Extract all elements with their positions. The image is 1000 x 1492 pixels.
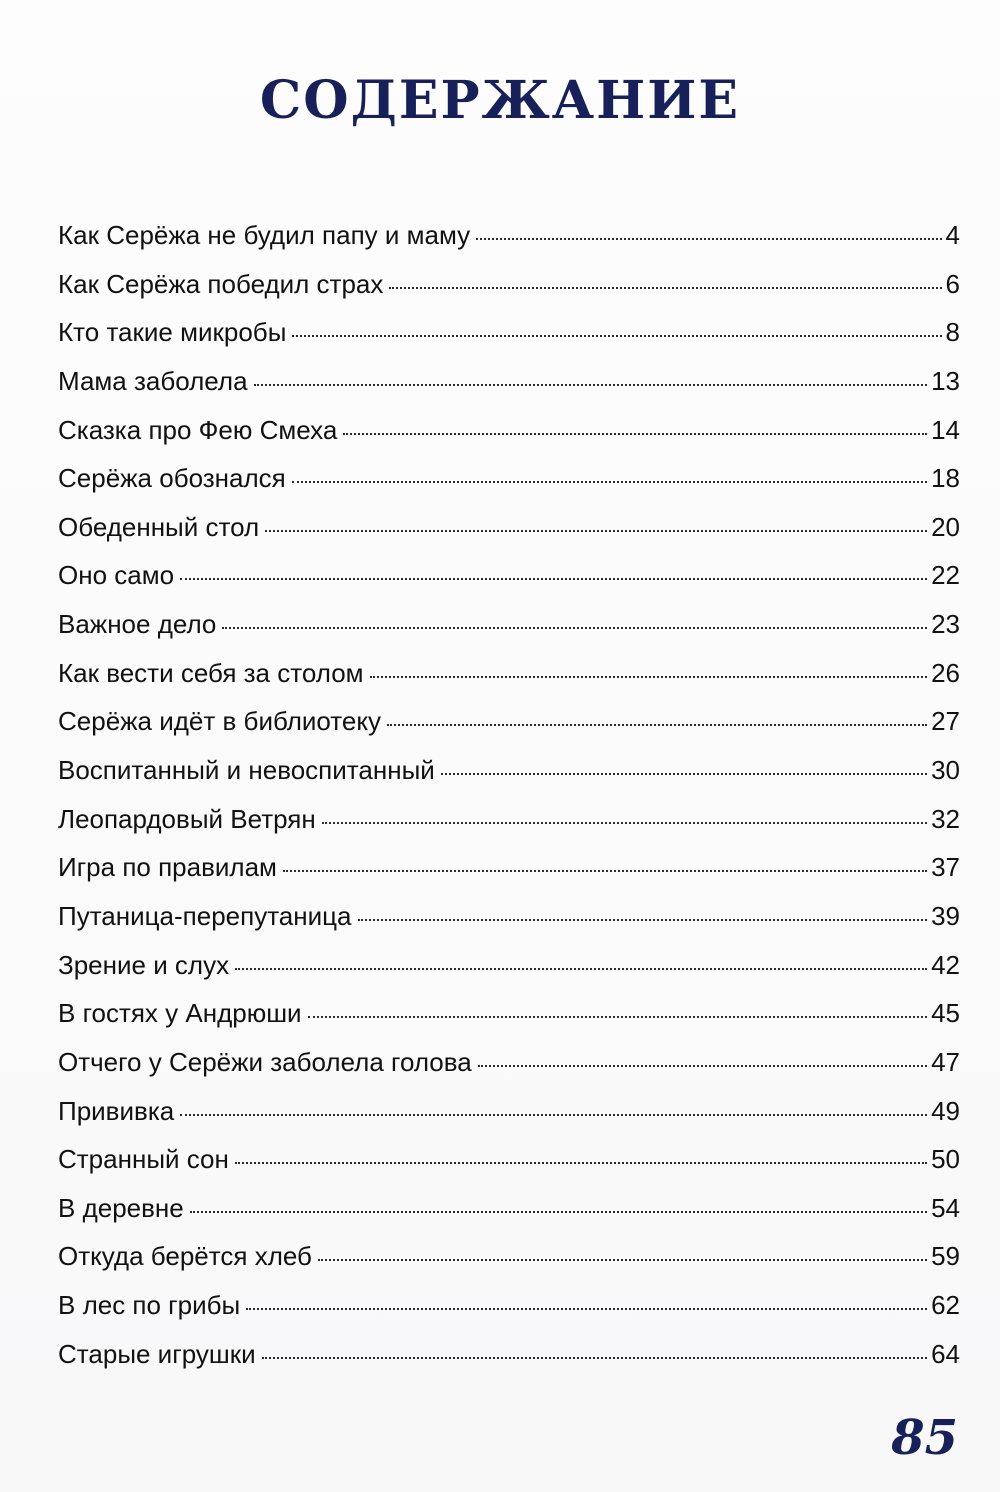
toc-entry-page: 23	[931, 609, 960, 640]
toc-entry	[58, 357, 960, 406]
toc-entry-title: Серёжа идёт в библиотеку	[58, 706, 382, 737]
toc-entry-title: В лес по грибы	[58, 1290, 241, 1321]
toc-entry	[58, 1184, 960, 1233]
toc-entry	[58, 1038, 960, 1087]
toc-entry	[58, 454, 960, 503]
dot-leader	[180, 1114, 927, 1116]
toc-entry-page: 39	[931, 900, 960, 931]
toc-entry-page: 8	[945, 317, 960, 348]
toc-entry	[58, 1135, 960, 1184]
dot-leader	[476, 238, 941, 240]
toc-entry	[58, 1330, 960, 1379]
page-number: 85	[891, 1410, 958, 1466]
dot-leader	[265, 530, 927, 532]
toc-entry-title: Оно само	[58, 560, 175, 591]
toc-entry	[58, 308, 960, 357]
toc-entry	[58, 260, 960, 309]
toc-entry	[58, 211, 960, 260]
toc-entry-page: 27	[931, 706, 960, 737]
dot-leader	[292, 335, 941, 337]
toc-entry	[58, 795, 960, 844]
toc-entry-page: 54	[931, 1192, 960, 1223]
toc-entry-title: Откуда берётся хлеб	[58, 1241, 312, 1272]
toc-entry	[58, 649, 960, 698]
toc-entry-page: 6	[945, 268, 960, 299]
toc-entry-page: 59	[931, 1241, 960, 1272]
toc-entry-page: 32	[931, 803, 960, 834]
toc-entry-title: Как Серёжа победил страх	[58, 268, 384, 299]
dot-leader	[235, 1162, 927, 1164]
toc-entry-page: 64	[931, 1338, 960, 1369]
toc-entry-page: 45	[931, 998, 960, 1029]
toc-entry-title: В деревне	[58, 1192, 184, 1223]
dot-leader	[262, 1357, 927, 1359]
toc-entry	[58, 843, 960, 892]
dot-leader	[370, 676, 928, 678]
dot-leader	[222, 627, 927, 629]
page-title: СОДЕРЖАНИЕ	[259, 70, 741, 131]
toc-entry-page: 18	[931, 463, 960, 494]
toc-entry-title: Воспитанный и невоспитанный	[58, 755, 435, 786]
toc-entry	[58, 1281, 960, 1330]
toc-entry	[58, 746, 960, 795]
toc-entry-page: 50	[931, 1144, 960, 1175]
table-of-contents	[58, 211, 960, 1378]
toc-entry-page: 20	[931, 511, 960, 542]
toc-entry-title: Отчего у Серёжи заболела голова	[58, 1046, 472, 1077]
dot-leader	[389, 287, 941, 289]
toc-entry-page: 4	[945, 220, 960, 250]
toc-entry-page: 22	[931, 560, 960, 591]
toc-entry-title: Леопардовый Ветрян	[58, 803, 316, 834]
toc-entry-title: Серёжа обознался	[58, 463, 286, 494]
toc-entry-page: 37	[931, 852, 960, 883]
dot-leader	[190, 1211, 927, 1213]
toc-entry-title: Сказка про Фею Смеха	[58, 414, 338, 445]
dot-leader	[343, 433, 927, 435]
toc-entry-title: Мама заболела	[58, 365, 248, 396]
dot-leader	[292, 481, 927, 483]
dot-leader	[283, 870, 927, 872]
toc-entry-title: В гостях у Андрюши	[58, 998, 302, 1029]
dot-leader	[246, 1308, 927, 1310]
dot-leader	[387, 724, 927, 726]
dot-leader	[235, 968, 927, 970]
toc-entry-title: Кто такие микробы	[58, 317, 287, 348]
dot-leader	[358, 919, 928, 921]
toc-entry-title: Прививка	[58, 1095, 175, 1126]
toc-entry-title: Как вести себя за столом	[58, 657, 364, 688]
dot-leader	[254, 384, 928, 386]
toc-entry	[58, 406, 960, 455]
dot-leader	[478, 1065, 927, 1067]
toc-entry-title: Важное дело	[58, 609, 217, 640]
toc-entry-title: Игра по правилам	[58, 852, 277, 883]
toc-entry	[58, 551, 960, 600]
toc-entry-page: 13	[931, 365, 960, 396]
toc-entry-page: 62	[931, 1290, 960, 1321]
toc-entry-title: Как Серёжа не будил папу и маму	[58, 220, 471, 250]
toc-entry-page: 47	[931, 1046, 960, 1077]
toc-entry-title: Старые игрушки	[58, 1338, 256, 1369]
toc-entry-title: Путаница-перепутаница	[58, 900, 352, 931]
toc-entry-page: 14	[931, 414, 960, 445]
dot-leader	[318, 1259, 927, 1261]
dot-leader	[308, 1016, 927, 1018]
toc-entry	[58, 697, 960, 746]
toc-entry-title: Странный сон	[58, 1144, 229, 1175]
toc-entry	[58, 941, 960, 990]
toc-entry-page: 26	[931, 657, 960, 688]
dot-leader	[441, 773, 927, 775]
toc-entry-title: Обеденный стол	[58, 511, 260, 542]
toc-entry	[58, 1232, 960, 1281]
toc-entry	[58, 892, 960, 941]
toc-entry	[58, 503, 960, 552]
toc-entry-page: 30	[931, 755, 960, 786]
toc-entry	[58, 989, 960, 1038]
dot-leader	[322, 822, 927, 824]
toc-entry-title: Зрение и слух	[58, 949, 230, 980]
toc-entry-page: 42	[931, 949, 960, 980]
toc-entry	[58, 600, 960, 649]
dot-leader	[180, 578, 927, 580]
toc-entry-page: 49	[931, 1095, 960, 1126]
toc-entry	[58, 1087, 960, 1136]
